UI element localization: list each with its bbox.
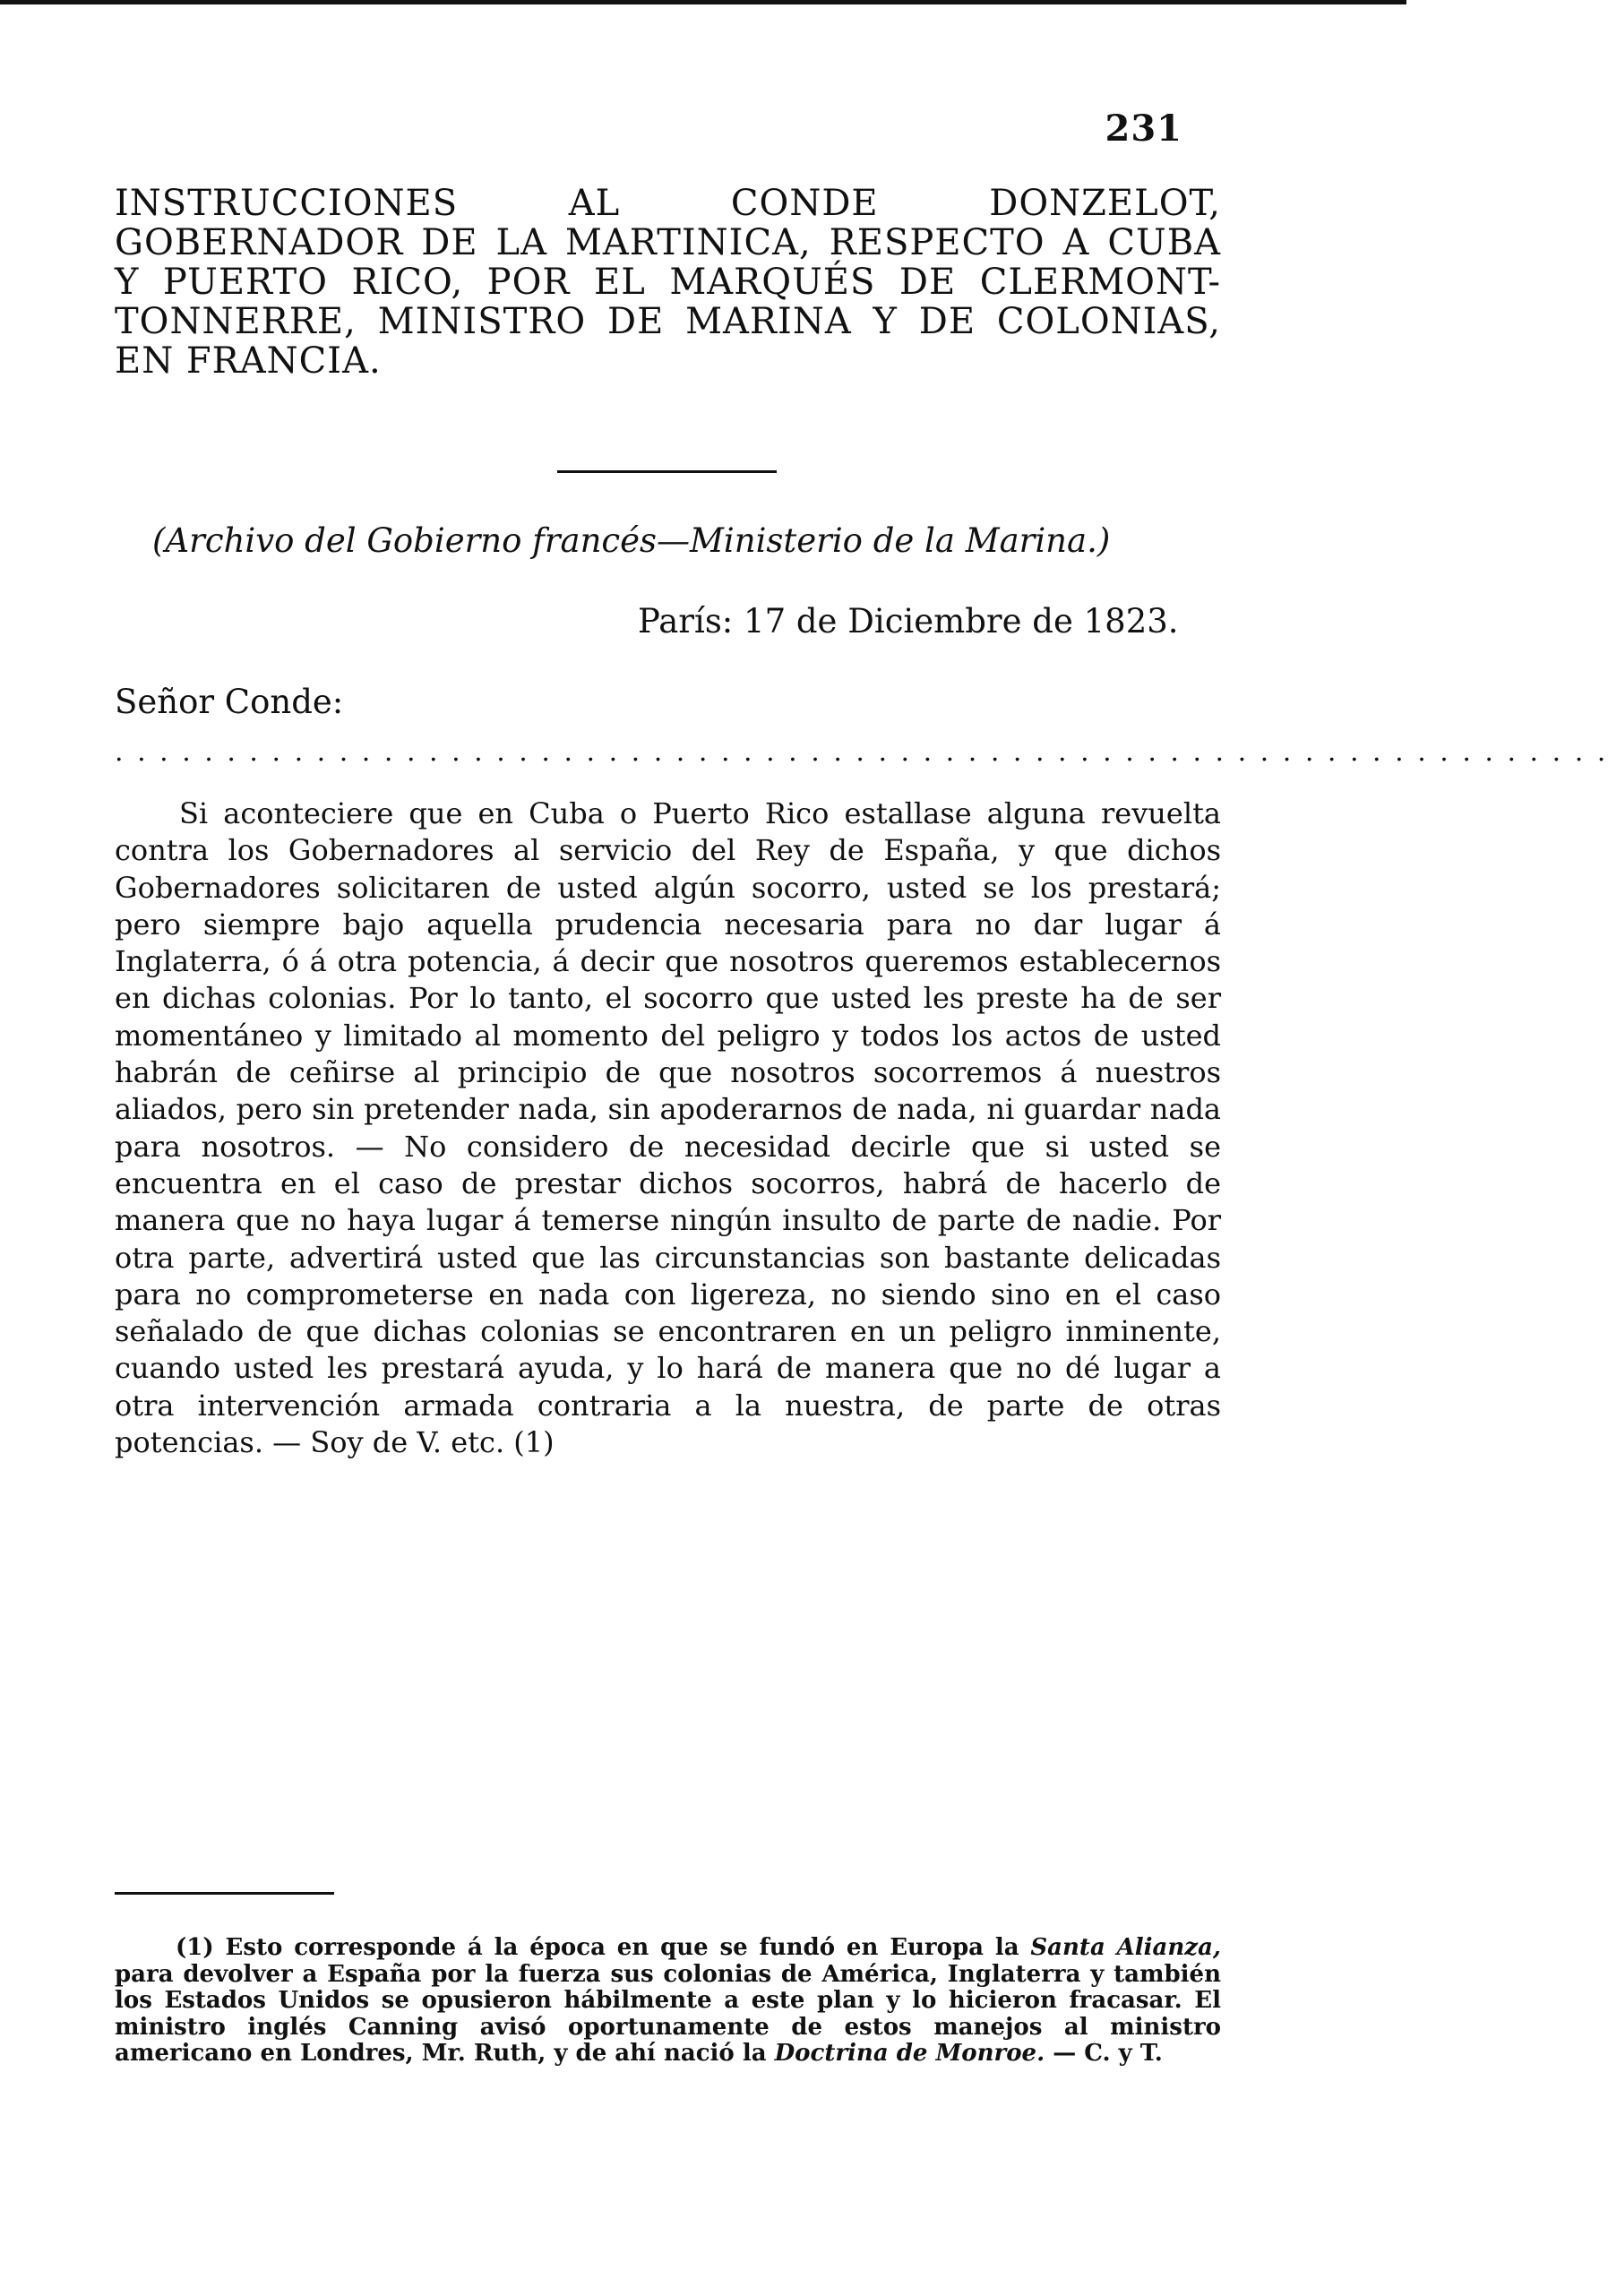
document-heading: INSTRUCCIONES AL CONDE DONZELOT, GOBERNADOR DE LA MARTINICA, RESPECTO A CUBA Y PUERTO RICO, POR EL MARQUÉS DE CLERMONT-TONNERRE, MINISTRO DE MARINA Y DE COLONIAS, EN FRANCIA. [115, 183, 1221, 382]
letter-date: París: 17 de Diciembre de 1823. [638, 602, 1179, 641]
footnote-italic-doctrina: Doctrina de Monroe. [774, 2040, 1045, 2068]
heading-divider [557, 470, 777, 473]
letter-body: Si aconteciere que en Cuba o Puerto Rico estallase alguna revuelta contra los Gobernadores al servicio del Rey de España, y que dichos Gobernadores solicitaren de usted algún socorro, usted se los prestará; pero siempre bajo aquella prudencia necesaria para no dar lugar á Inglaterra, ó á otra potencia, á decir que nosotros queremos establecernos en dichas colonias. Por lo tanto, el socorro que usted les preste ha de ser momentáneo y limitado al momento del peligro y todos los actos de usted habrán de ceñirse al principio de que nosotros socorremos á nuestros aliados, pero sin pretender nada, sin apoderarnos de nada, ni guardar nada para nosotros. — No considero de necesidad decirle que si usted se encuentra en el caso de prestar dichos socorros, habrá de hacerlo de manera que no haya lugar á temerse ningún insulto de parte de nadie. Por otra parte, advertirá usted que las circunstancias son bastante delicadas para no comprometerse en nada con ligereza, no siendo sino en el caso señalado de que dichas colonias se encontraren en un peligro inminente, cuando usted les prestará ayuda, y lo hará de manera que no dé lugar a otra intervención armada contraria a la nuestra, de parte de otras potencias. — Soy de V. etc. (1) [115, 796, 1221, 1460]
footnote-italic-santa-alianza: Santa Alianza, [1030, 1934, 1221, 1961]
footnote-divider [115, 1892, 334, 1895]
omission-ellipsis: . . . . . . . . . . . . . . . . . . . . . . . . . . . . . . . . . . . . . . . . . . . . . . . . . . . . . . . . . . . . . . . . . . . [115, 736, 1608, 768]
footnote [115, 1935, 1221, 2068]
archive-source: (Archivo del Gobierno francés—Ministerio de la Marina.) [152, 521, 1111, 560]
page-number: 231 [1105, 107, 1182, 150]
footnote-text-c: — C. y T. [1053, 2040, 1163, 2068]
footnote-marker: (1) [176, 1934, 214, 1961]
top-border-rule [0, 0, 1406, 4]
salutation: Señor Conde: [115, 683, 344, 721]
footnote-text-a: Esto corresponde á la época en que se fundó en Europa la [225, 1934, 1019, 1961]
footnote-text-b: para devolver a España por la fuerza sus colonias de América, Inglaterra y también los Estados Unidos se opusieron hábilmente a este plan y lo hicieron fracasar. El ministro inglés Canning avisó oportunamente de estos manejos al ministro americano en Londres, Mr. Ruth, y de ahí nació la [115, 1960, 1221, 2068]
